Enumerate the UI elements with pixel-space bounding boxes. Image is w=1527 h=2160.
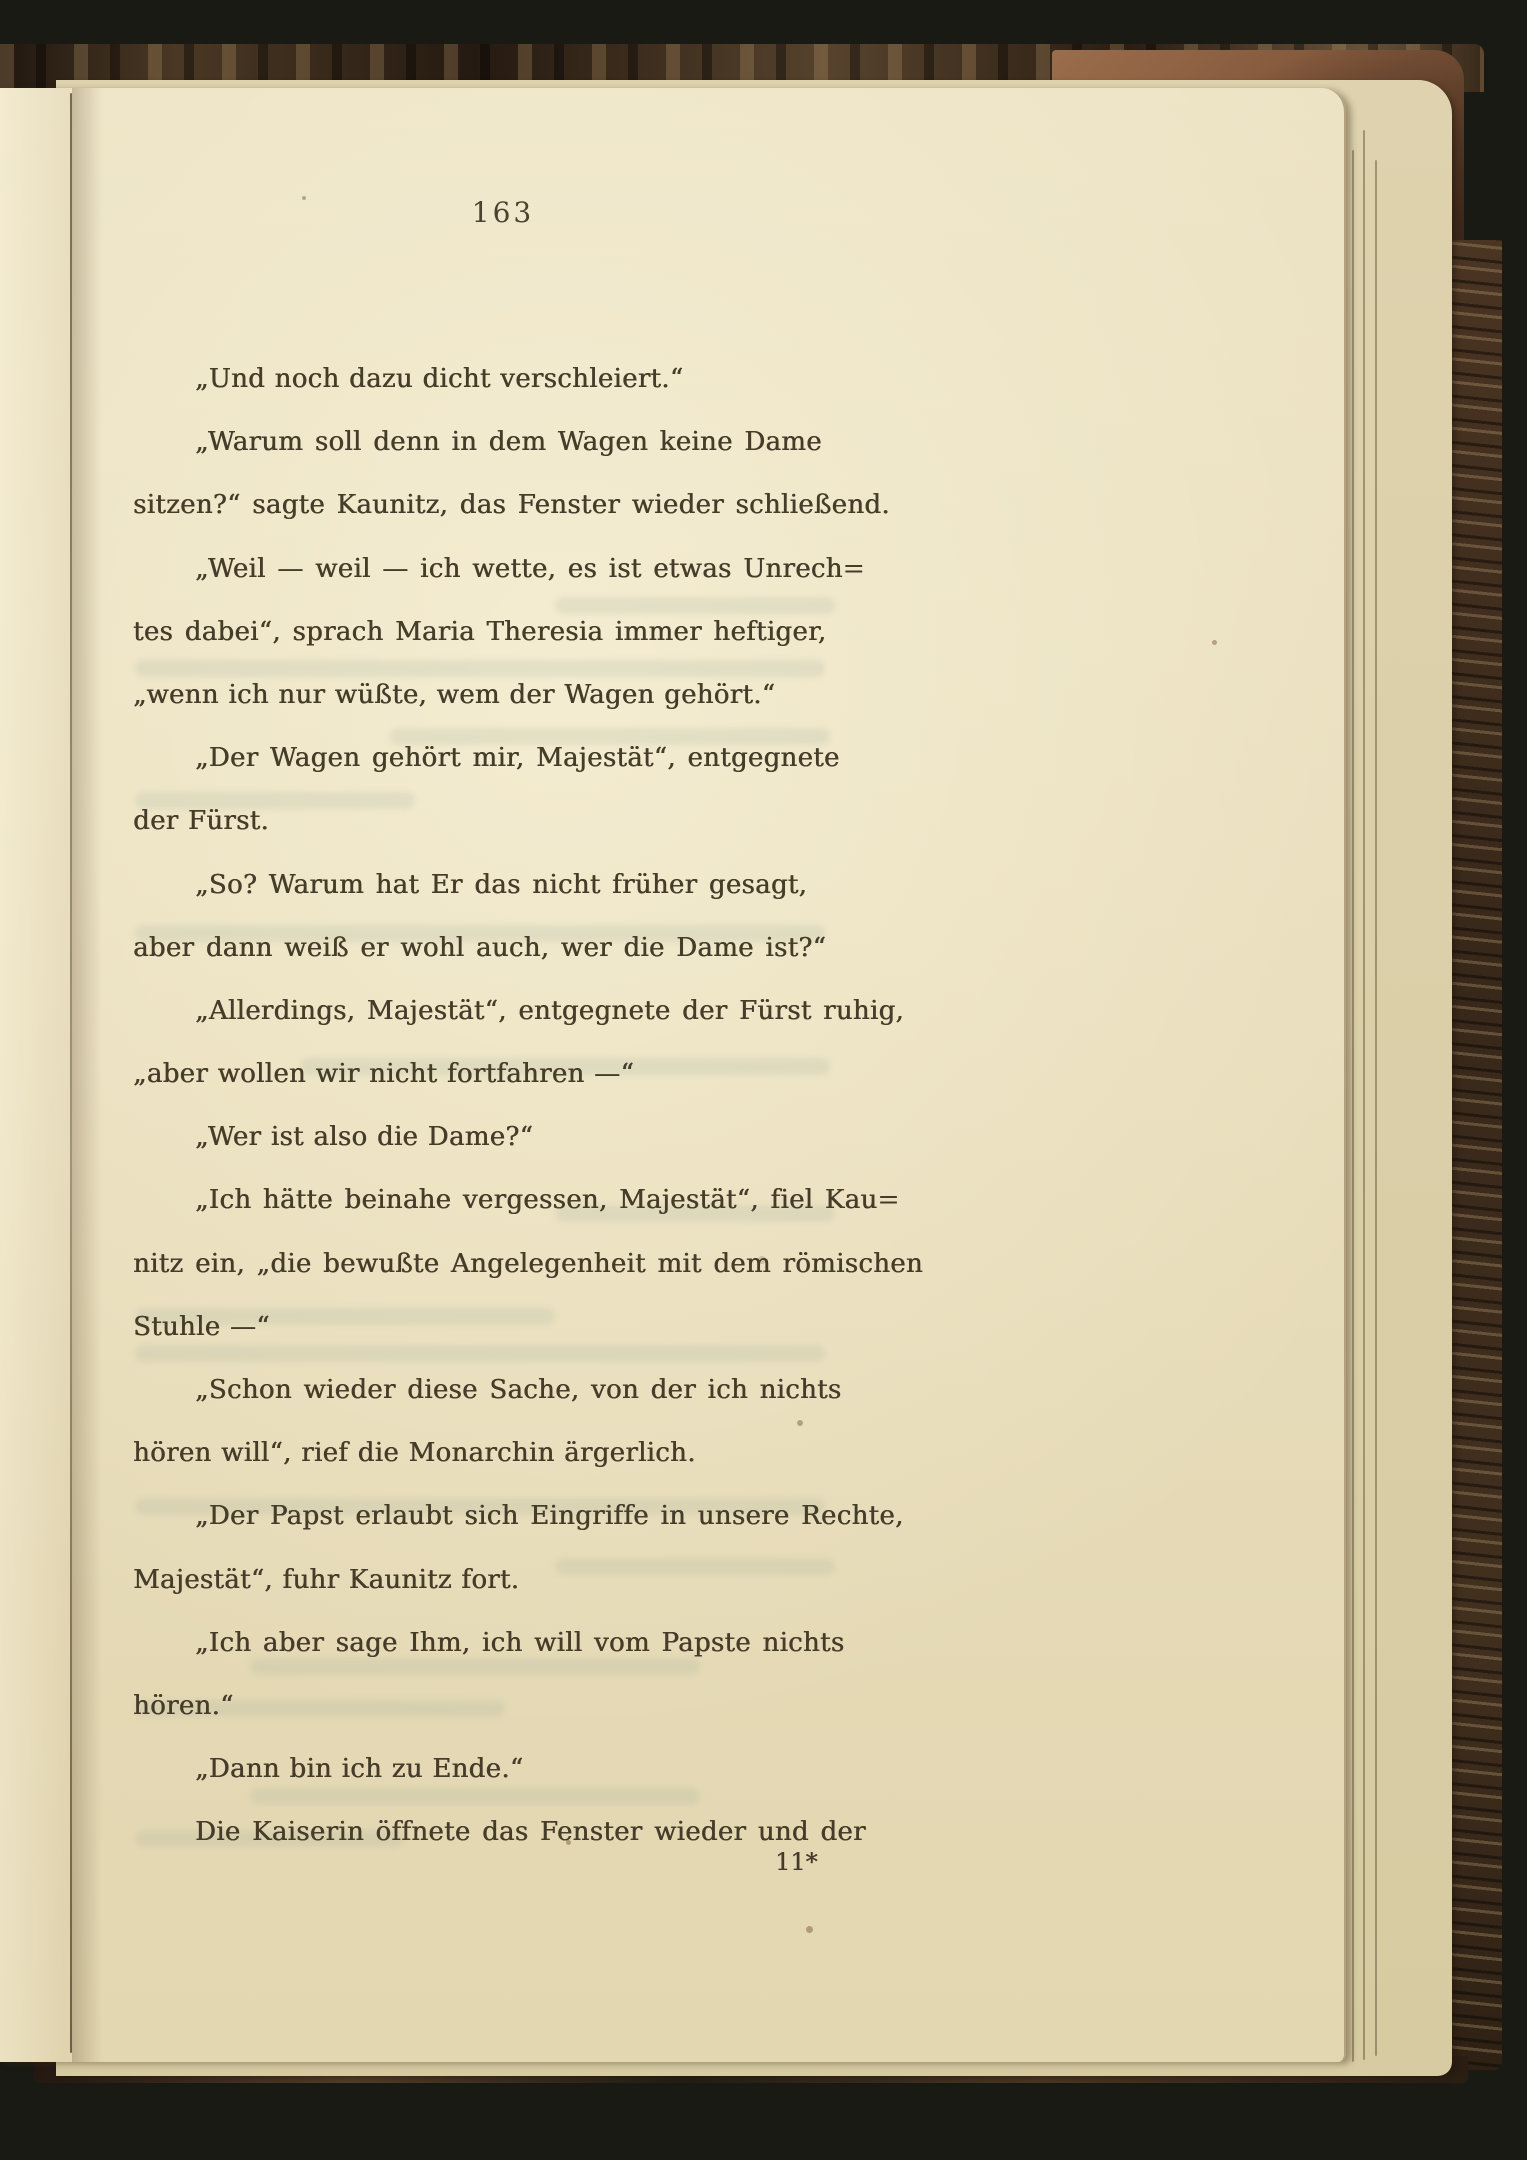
book-page	[0, 88, 1346, 2062]
text-line: „Warum soll denn in dem Wagen keine Dame	[195, 427, 822, 458]
text-line: „Ich hätte beinahe vergessen, Majestät“, fiel Kau=	[195, 1185, 900, 1216]
text-line: „aber wollen wir nicht fortfahren —“	[133, 1059, 634, 1090]
signature-mark: 11*	[775, 1848, 818, 1876]
text-line: „wenn ich nur wüßte, wem der Wagen gehört.“	[133, 679, 776, 710]
text-line: sitzen?“ sagte Kaunitz, das Fenster wieder schließend.	[133, 490, 890, 521]
body-text	[133, 348, 923, 1865]
text-line: „Allerdings, Majestät“, entgegnete der Fürst ruhig,	[195, 995, 904, 1026]
text-line: „Und noch dazu dicht verschleiert.“	[195, 364, 684, 394]
page-number: 163	[471, 196, 535, 229]
text-line: Majestät“, fuhr Kaunitz fort.	[133, 1564, 520, 1595]
text-line: „Der Wagen gehört mir, Majestät“, entgegnete	[195, 743, 840, 774]
text-line: aber dann weiß er wohl auch, wer die Dame ist?“	[133, 932, 827, 963]
foxing-spot	[1212, 640, 1217, 645]
text-line: hören will“, rief die Monarchin ärgerlich.	[133, 1438, 696, 1469]
facing-page-edge	[0, 88, 70, 2062]
text-line: Stuhle —“	[133, 1311, 270, 1342]
text-line: „Weil — weil — ich wette, es ist etwas Unrech=	[195, 553, 865, 584]
page-edge-line	[1375, 160, 1377, 2056]
gutter-crease	[70, 93, 72, 2053]
text-line: nitz ein, „die bewußte Angelegenheit mit dem römischen	[133, 1248, 923, 1279]
text-line: Die Kaiserin öffnete das Fenster wieder und der	[195, 1817, 866, 1848]
text-line: „Ich aber sage Ihm, ich will vom Papste nichts	[195, 1627, 845, 1658]
text-line: hören.“	[133, 1690, 234, 1721]
foxing-spot	[302, 196, 306, 200]
text-line: „Wer ist also die Dame?“	[195, 1122, 534, 1153]
foxing-spot	[806, 1926, 813, 1933]
text-line: „Der Papst erlaubt sich Eingriffe in unsere Rechte,	[195, 1501, 904, 1532]
page-edge-line	[1352, 150, 1354, 2062]
text-line: der Fürst.	[133, 806, 269, 837]
gutter-shadow	[72, 88, 102, 2062]
text-line: „Dann bin ich zu Ende.“	[195, 1754, 524, 1785]
text-line: „So? Warum hat Er das nicht früher gesagt,	[195, 869, 808, 900]
text-line: „Schon wieder diese Sache, von der ich nichts	[195, 1375, 842, 1405]
page-edge-line	[1363, 130, 1365, 2060]
text-line: tes dabei“, sprach Maria Theresia immer heftiger,	[133, 616, 827, 647]
